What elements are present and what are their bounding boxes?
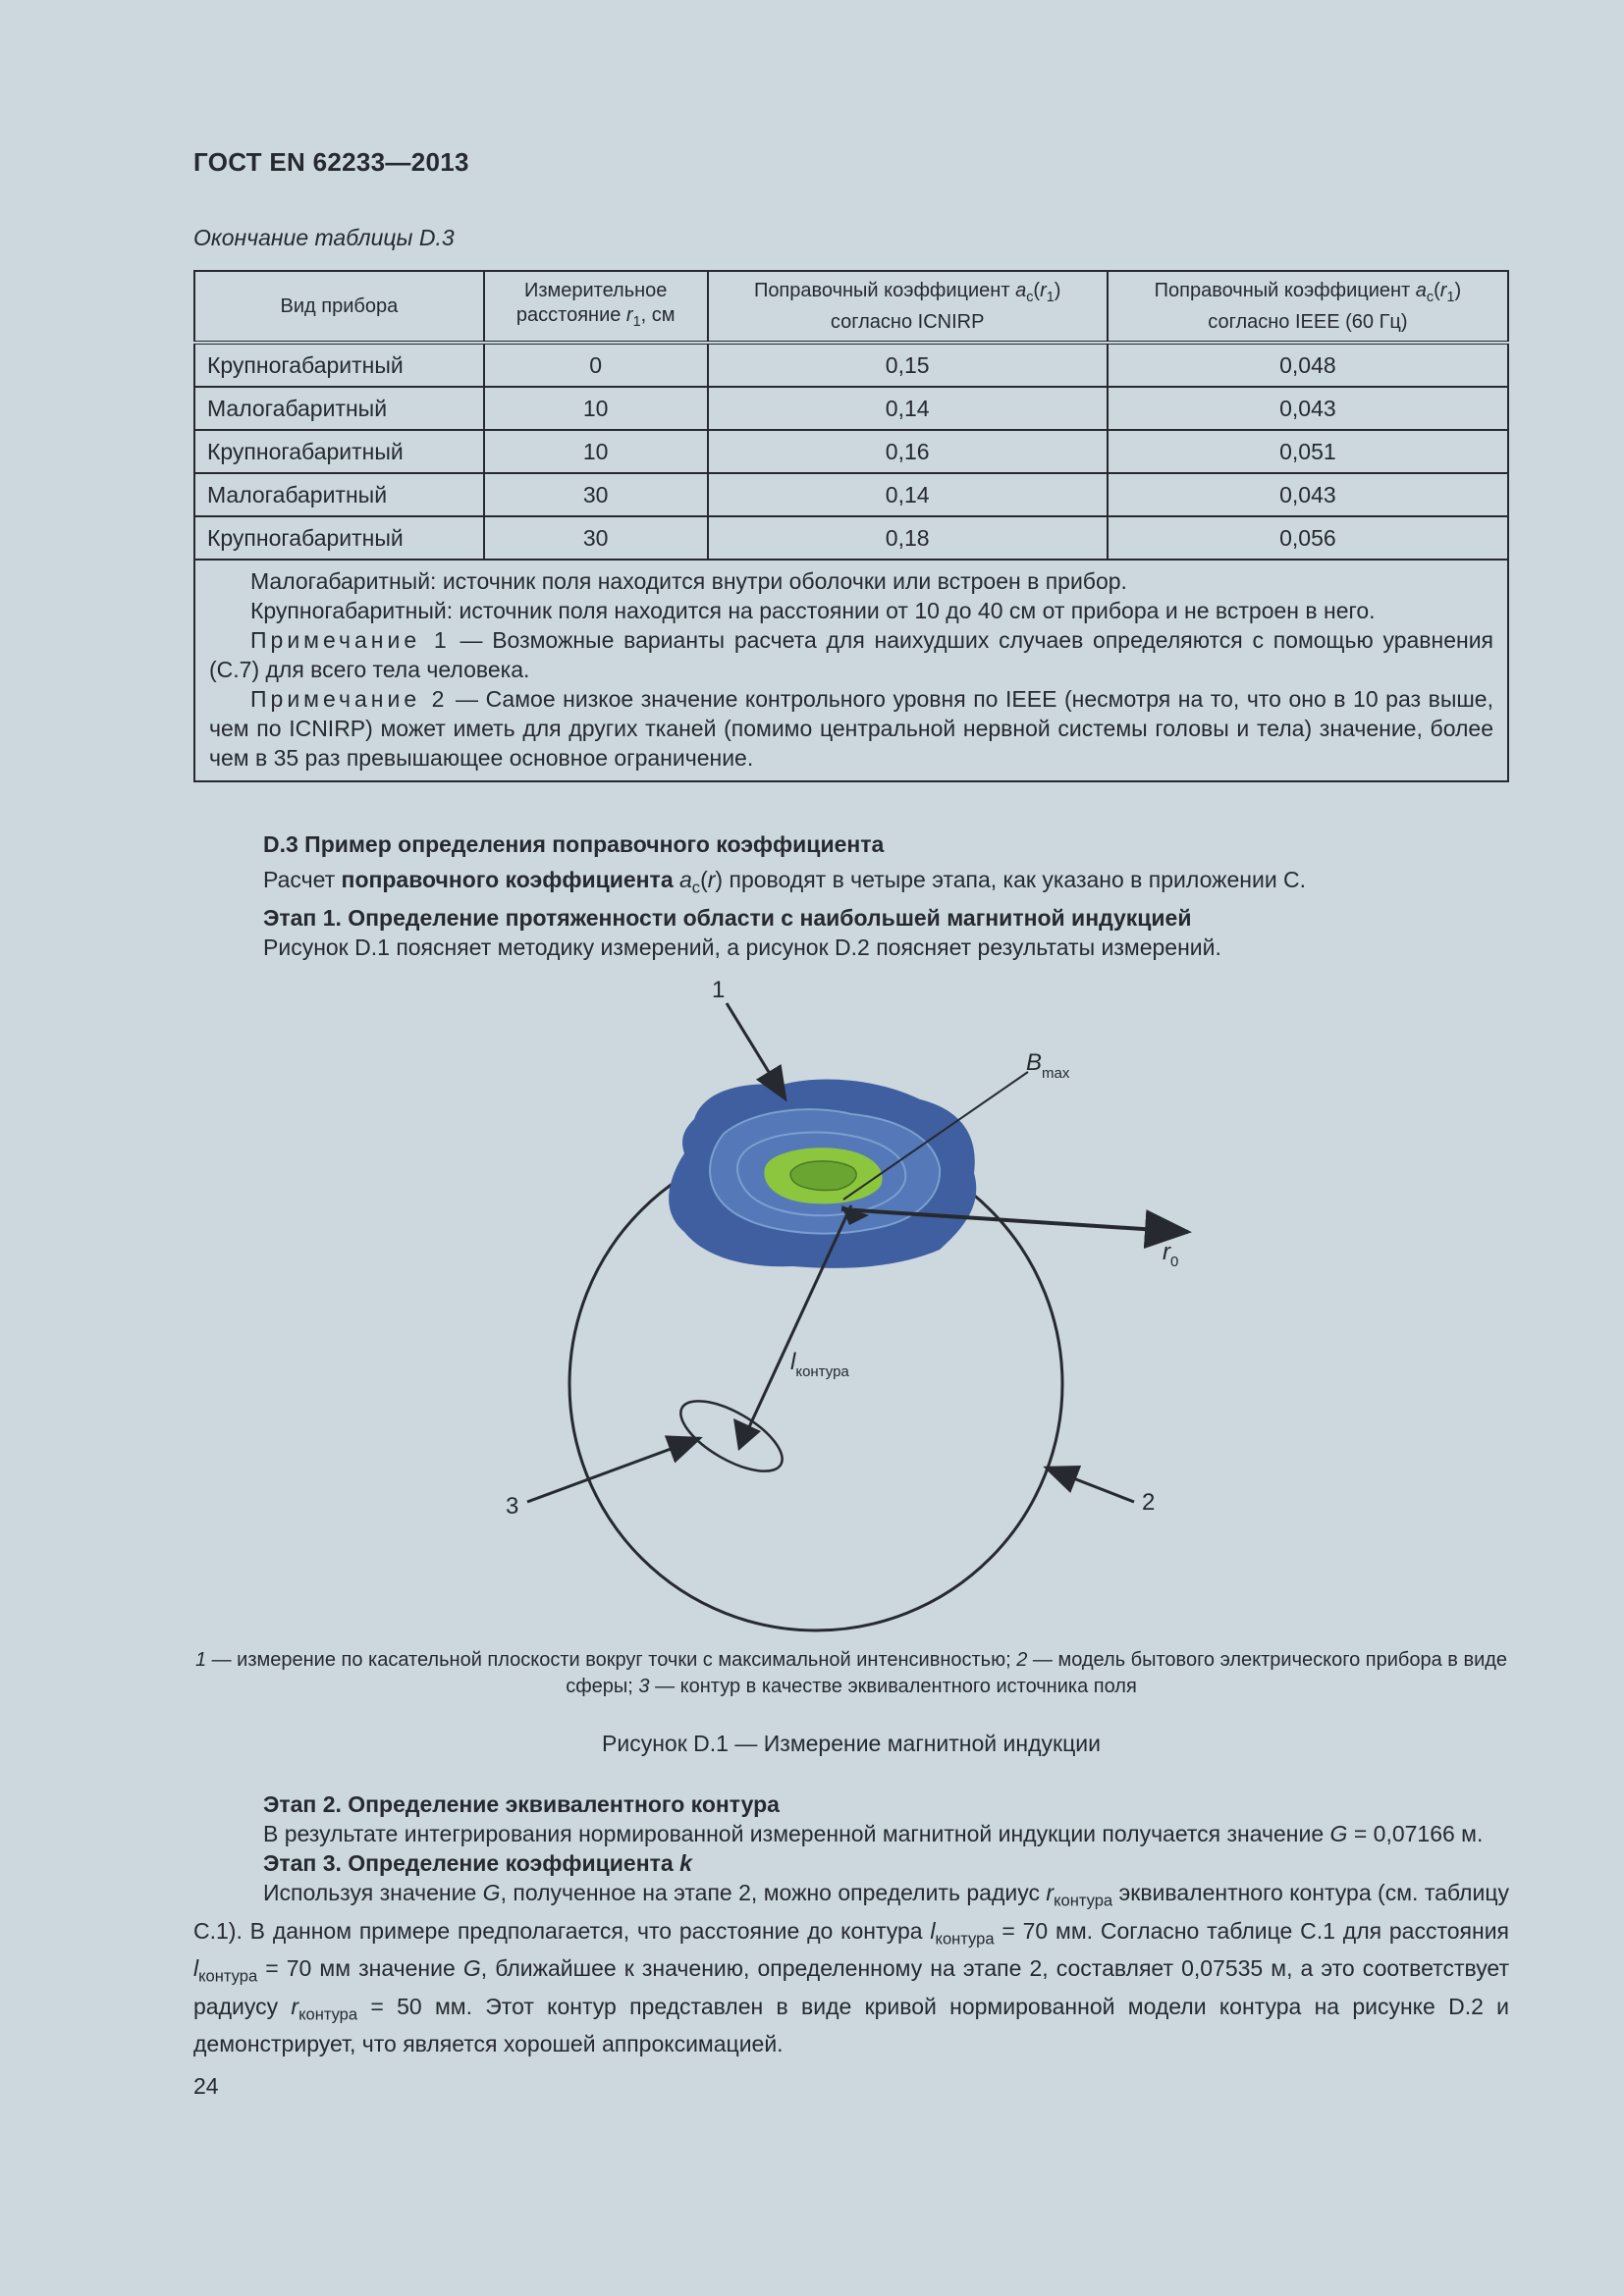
label-1: 1 [712,977,726,1003]
table-header-row [194,271,1508,343]
cell-icnirp: 0,14 [708,473,1108,516]
cell-type: Крупногабаритный [194,343,484,387]
step-3-text: Используя значение G, полученное на этапе 2, можно определить радиус $r_{контура}$ эквивалентного контура (см. таблицу С.1). В данном примере предполагается, что расстояние до контура $l_{контура} = 70$ мм. Согласно таблице С.1 для расстояния $l_{контура} = 70$ мм значение G, ближайшее к значению, определенному на этапе 2, составляет 0,07535 м, а это соответствует радиусу $r_{контура} = 50$ мм. Этот контур представлен в виде кривой нормированной модели контура на рисунке D.2 и демонстрирует, что является хорошей аппроксимацией. [193,1880,1510,2057]
cell-icnirp: 0,15 [708,343,1108,387]
cell-ieee: 0,043 [1108,473,1508,516]
note-2: Примечание 2 — Самое низкое значение контрольного уровня по IEEE (несмотря на то, что оно в 10 раз выше, чем по ICNIRP) может иметь для других тканей (помимо центральной нервной системы головы и тела) значение, более чем в 35 раз превышающее основное ограничение. [209,686,1493,771]
cell-ieee: 0,043 [1108,387,1508,430]
bmax-label: $B_{max}$ [1026,1049,1070,1082]
section-title: D.3 Пример определения поправочного коэффициента [263,831,885,857]
figure-d1 [193,972,1509,1639]
cell-ieee: 0,056 [1108,516,1508,560]
step-1-title: Этап 1. Определение протяженности области с наибольшей магнитной индукцией [263,904,1192,931]
page-number: 24 [193,2073,219,2099]
table-notes-row [194,560,1508,781]
cell-type: Крупногабаритный [194,430,484,473]
steps-2-3 [193,1789,1509,2058]
cell-distance: 10 [484,430,708,473]
cell-distance: 30 [484,473,708,516]
equivalent-contour [671,1387,792,1485]
r0-label: $r_0$ [1163,1239,1179,1270]
paragraph-intro: Расчет поправочного коэффициента $a_c(r)$ проводят в четыре этапа, как указано в приложении С. [263,867,1307,897]
step-2-title: Этап 2. Определение эквивалентного контура [263,1791,780,1817]
cell-distance: 30 [484,516,708,560]
table-row [194,430,1508,473]
document-code: ГОСТ EN 62233—2013 [193,147,469,177]
cell-type: Крупногабаритный [194,516,484,560]
table-row [194,516,1508,560]
figure-legend: 1 — измерение по касательной плоскости вокруг точки с максимальной интенсивностью; 2 — модель бытового электрического прибора в виде сферы; 3 — контур в качестве эквивалентного источника поля [194,1649,1508,1697]
cell-ieee: 0,051 [1108,430,1508,473]
cell-icnirp: 0,16 [708,430,1108,473]
section-d3 [193,829,1509,962]
note-1: Примечание 1 — Возможные варианты расчета для наихудших случаев определяются с помощью уравнения (С.7) для всего тела человека. [209,627,1493,682]
cell-icnirp: 0,14 [708,387,1108,430]
table-row [194,343,1508,387]
field-region-core [790,1161,856,1191]
table-notes [194,560,1508,781]
label-2-arrow [1046,1468,1134,1502]
table-row [194,387,1508,430]
cell-type: Малогабаритный [194,473,484,516]
step-3-title: Этап 3. Определение коэффициента k [263,1850,692,1876]
paragraph-figures: Рисунок D.1 поясняет методику измерений, а рисунок D.2 поясняет результаты измерений. [263,934,1221,960]
note-large-device: Крупногабаритный: источник поля находится на расстоянии от 10 до 40 см от прибора и не встроен в него. [250,598,1376,623]
note-small-device: Малогабаритный: источник поля находится внутри оболочки или встроен в прибор. [250,568,1127,594]
l-contour-label: $l_{контура}$ [790,1349,849,1380]
figure-caption: Рисунок D.1 — Измерение магнитной индукции [602,1731,1101,1756]
cell-type: Малогабаритный [194,387,484,430]
label-3-arrow [527,1438,700,1502]
cell-distance: 0 [484,343,708,387]
table-row [194,473,1508,516]
table-continuation-caption: Окончание таблицы D.3 [193,225,455,250]
col-header-ieee: Поправочный коэффициент $a_c(r_1)$ согласно IEEE (60 Гц) [1108,271,1508,343]
col-header-distance: Измерительное расстояние $r_1$, см [484,271,708,343]
col-header-device-type: Вид прибора [194,271,484,343]
cell-distance: 10 [484,387,708,430]
cell-ieee: 0,048 [1108,343,1508,387]
label-2: 2 [1142,1489,1156,1516]
cell-icnirp: 0,18 [708,516,1108,560]
label-3: 3 [506,1493,519,1520]
correction-factor-table [193,270,1509,782]
step-2-text: В результате интегрирования нормированной измеренной магнитной индукции получается значение G = 0,07166 м. [263,1821,1484,1846]
col-header-icnirp: Поправочный коэффициент $a_c(r_1)$ согласно ICNIRP [708,271,1108,343]
